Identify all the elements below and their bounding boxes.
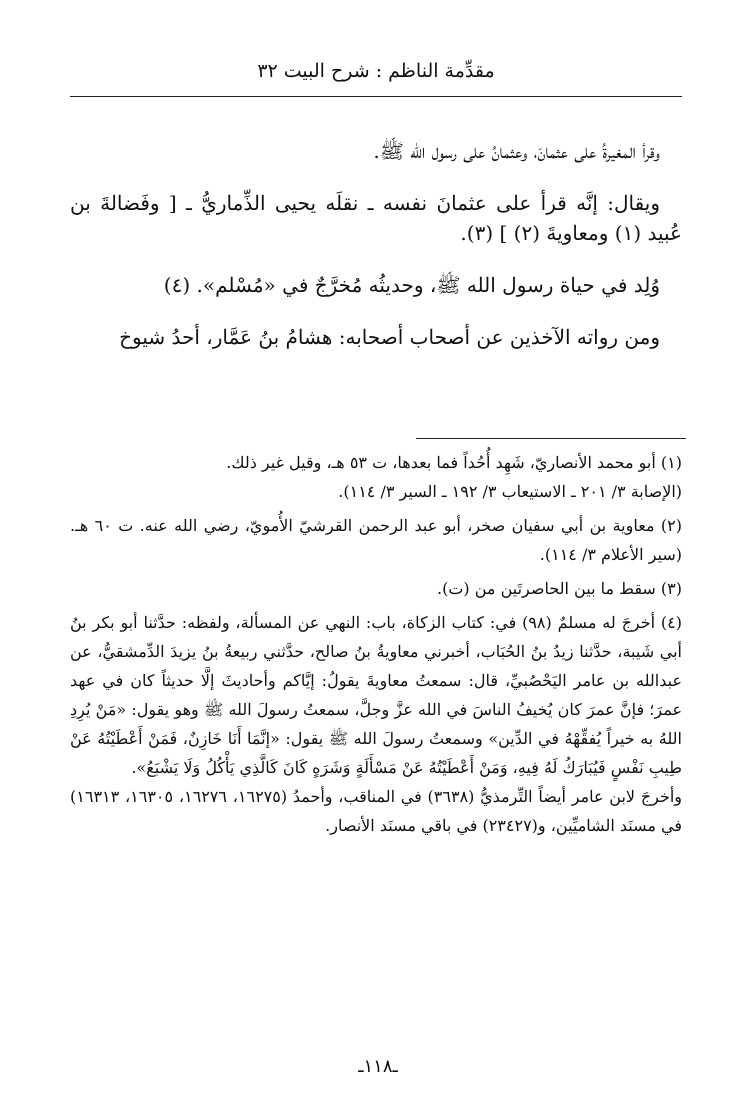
header-divider (70, 96, 682, 97)
main-paragraph-3: وُلِد في حياة رسول الله ﷺ، وحديثُه مُخرَّجٌ في «مُسْلم». (٤) (163, 273, 660, 297)
main-paragraph-1: وقرأ المغيرةُ على عثمانَ، وعثمانُ على رسول الله ﷺ. (373, 139, 660, 163)
footnote-1-sources: (الإصابة ٣/ ٢٠١ ـ الاستيعاب ٣/ ١٩٢ ـ السير ٣/ ١١٤). (338, 482, 682, 501)
footnote-1: (١) أبو محمد الأنصاريّ، شَهِد أُحُداً فما بعدها، ت ٥٣ هـ، وقيل غير ذلك. (226, 453, 682, 472)
footnote-4: (٤) أخرجَ له مسلمٌ (٩٨) في: كتاب الزكاة، باب: النهي عن المسألة، ولفظه: حدَّثنا أبو بكر بنُ أبي شَيبة، حدَّثنا زيدُ بنُ الحُبَاب، أخبرني معاويةُ بنُ صالح، حدَّثني ربيعةُ بنُ يزيدَ الدِّمشقيُّ، عن عبدالله بن عامر اليَحْصُبيِّ، قال: سمعتُ معاويةَ يقولُ: إيَّاكم وأحاديثَ إلَّا حديثاً كان في عهد عمرَ؛ فإنَّ عمرَ كان يُخيفُ الناسَ في الله عزَّ وجلَّ، سمعتُ رسولَ الله ﷺ وهو يقول: «مَنْ يُرِدِ اللهُ به خيراً يُفقِّهْهُ في الدِّين» وسمعتُ رسولَ الله ﷺ يقول: «إنَّمَا أَنَا خَازِنٌ، فَمَنْ أَعْطَيْتُهُ عَنْ طِيبِ نَفْسٍ فَيُبَارَكُ لَهُ فِيهِ، وَمَنْ أَعْطَيْتُهُ عَنْ مَسْأَلَةٍ وَشَرَهٍ كَانَ كَالَّذِي يَأْكُلُ وَلَا يَشْبَعُ». (70, 613, 683, 777)
running-header: مقدِّمة الناظم : شرح البيت ٣٢ (257, 60, 495, 82)
footnote-2: (٢) معاوية بن أبي سفيان صخر، أبو عبد الرحمن القرشيّ الأُمويّ، رضي الله عنه. ت ٦٠ هـ. (سير الأعلام ٣/ ١١٤). (70, 516, 683, 564)
page-number: ـ١١٨ـ (358, 1056, 398, 1077)
footnote-3: (٣) سقط ما بين الحاصرتَين من (ت). (437, 579, 682, 598)
footnote-divider (416, 438, 686, 439)
footnote-4-continued: وأخرجَ لابن عامر أيضاً التِّرمذيُّ (٣٦٣٨) في المناقب، وأحمدُ (١٦٢٧٥، ١٦٢٧٦، ١٦٣٠٥، ١٦٣١٣) في مسنَد الشاميِّين، و(٢٣٤٢٧) في باقي مسنَد الأنصار. (70, 787, 683, 835)
main-text (70, 136, 682, 374)
main-paragraph-2: ويقال: إنَّه قرأ على عثمانَ نفسه ـ نقلَه يحيى الذِّماريُّ ـ [ وفَضالةَ بن عُبيد (١) ومعاويةَ (٢) ] (٣). (70, 191, 682, 245)
main-paragraph-4: ومن رواته الآخذين عن أصحاب أصحابه: هشامُ بنُ عَمَّار، أحدُ شيوخ (119, 325, 660, 349)
footnotes (70, 448, 682, 845)
